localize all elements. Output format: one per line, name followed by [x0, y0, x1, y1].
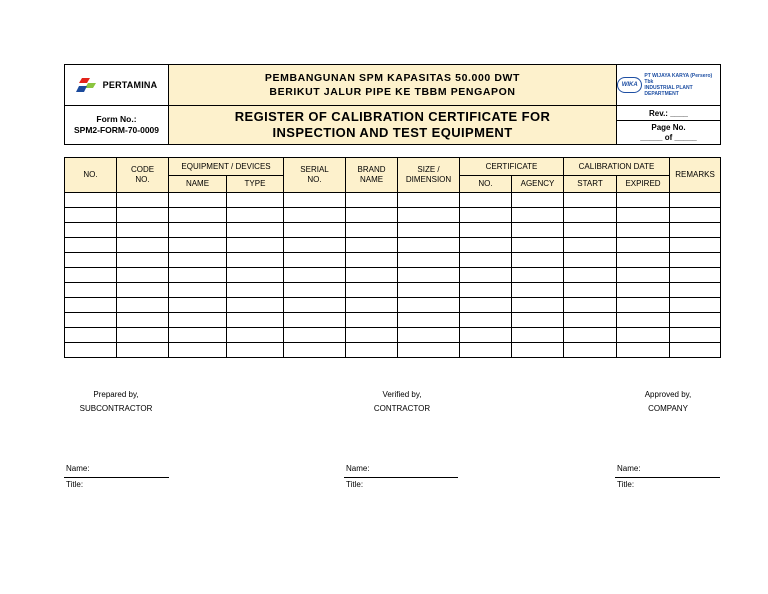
col-header-certificate: CERTIFICATE — [460, 158, 564, 176]
table-cell[interactable] — [117, 253, 169, 268]
project-title-line1: PEMBANGUNAN SPM KAPASITAS 50.000 DWT — [264, 72, 521, 84]
table-cell[interactable] — [564, 223, 617, 238]
table-cell[interactable] — [617, 298, 670, 313]
table-cell[interactable] — [284, 193, 346, 208]
table-cell[interactable] — [65, 223, 117, 238]
table-cell[interactable] — [117, 283, 169, 298]
table-cell[interactable] — [512, 193, 564, 208]
table-cell[interactable] — [169, 313, 227, 328]
table-row — [65, 253, 721, 268]
pertamina-emblem-icon — [76, 77, 98, 93]
table-row — [65, 238, 721, 253]
col-header-code-no: CODE NO. — [117, 158, 169, 193]
table-cell[interactable] — [117, 313, 169, 328]
table-cell[interactable] — [512, 268, 564, 283]
table-cell[interactable] — [227, 298, 284, 313]
document-title-line2: INSPECTION AND TEST EQUIPMENT — [272, 125, 513, 140]
table-cell[interactable] — [460, 208, 512, 223]
table-cell[interactable] — [227, 283, 284, 298]
table-cell[interactable] — [398, 328, 460, 343]
table-cell[interactable] — [398, 223, 460, 238]
form-number: SPM2-FORM-70-0009 — [73, 125, 160, 135]
prepared-title-label: Title: — [66, 480, 84, 489]
table-cell[interactable] — [284, 268, 346, 283]
table-cell[interactable] — [65, 328, 117, 343]
table-cell[interactable] — [346, 283, 398, 298]
table-cell[interactable] — [117, 208, 169, 223]
table-cell[interactable] — [117, 193, 169, 208]
table-cell[interactable] — [460, 283, 512, 298]
prepared-name-line[interactable] — [64, 477, 169, 478]
table-cell[interactable] — [617, 238, 670, 253]
table-cell[interactable] — [564, 298, 617, 313]
table-cell[interactable] — [169, 253, 227, 268]
table-cell[interactable] — [65, 283, 117, 298]
revision-field: Rev.: ____ — [617, 108, 720, 121]
col-header-agency: AGENCY — [512, 176, 564, 193]
verified-title-label: Title: — [346, 480, 364, 489]
approved-by-label: Approved by, — [644, 390, 692, 399]
table-cell[interactable] — [460, 253, 512, 268]
col-header-size: SIZE / DIMENSION — [398, 158, 460, 193]
table-cell[interactable] — [670, 283, 721, 298]
table-cell[interactable] — [169, 268, 227, 283]
table-cell[interactable] — [617, 193, 670, 208]
page-number-field: _____ of _____ — [640, 132, 697, 142]
pertamina-logo — [65, 77, 168, 93]
table-cell[interactable] — [398, 313, 460, 328]
table-cell[interactable] — [284, 208, 346, 223]
wika-department: INDUSTRIAL PLANT DEPARTMENT — [644, 85, 693, 97]
table-cell[interactable] — [65, 193, 117, 208]
table-cell[interactable] — [460, 298, 512, 313]
col-header-start: START — [564, 176, 617, 193]
table-cell[interactable] — [460, 313, 512, 328]
table-cell[interactable] — [460, 268, 512, 283]
table-cell[interactable] — [284, 298, 346, 313]
table-cell[interactable] — [512, 343, 564, 358]
table-cell[interactable] — [169, 328, 227, 343]
table-cell[interactable] — [346, 328, 398, 343]
table-cell[interactable] — [169, 298, 227, 313]
col-header-calibration-date: CALIBRATION DATE — [564, 158, 670, 176]
wika-company-name: PT WIJAYA KARYA (Persero) Tbk — [644, 73, 713, 85]
table-cell[interactable] — [117, 223, 169, 238]
table-cell[interactable] — [346, 208, 398, 223]
table-cell[interactable] — [227, 223, 284, 238]
table-cell[interactable] — [512, 238, 564, 253]
table-cell[interactable] — [398, 283, 460, 298]
table-cell[interactable] — [564, 238, 617, 253]
table-cell[interactable] — [670, 298, 721, 313]
table-cell[interactable] — [227, 253, 284, 268]
table-row — [65, 328, 721, 343]
table-cell[interactable] — [670, 208, 721, 223]
col-header-serial-no: SERIAL NO. — [284, 158, 346, 193]
table-cell[interactable] — [169, 208, 227, 223]
table-cell[interactable] — [65, 268, 117, 283]
table-row — [65, 313, 721, 328]
approved-by-party: COMPANY — [648, 404, 688, 413]
table-cell[interactable] — [65, 208, 117, 223]
table-cell[interactable] — [617, 223, 670, 238]
table-cell[interactable] — [398, 253, 460, 268]
col-header-name: NAME — [169, 176, 227, 193]
table-cell[interactable] — [617, 343, 670, 358]
document-title-line1: REGISTER OF CALIBRATION CERTIFICATE FOR — [234, 109, 551, 124]
table-cell[interactable] — [564, 343, 617, 358]
table-cell[interactable] — [117, 268, 169, 283]
table-cell[interactable] — [284, 283, 346, 298]
table-cell[interactable] — [512, 328, 564, 343]
company-name: PERTAMINA — [102, 80, 158, 90]
table-cell[interactable] — [617, 253, 670, 268]
prepared-by-party: SUBCONTRACTOR — [79, 404, 153, 413]
table-cell[interactable] — [227, 208, 284, 223]
table-cell[interactable] — [617, 208, 670, 223]
table-cell[interactable] — [65, 298, 117, 313]
table-cell[interactable] — [617, 328, 670, 343]
form-header — [64, 64, 721, 145]
col-header-equipment: EQUIPMENT / DEVICES — [169, 158, 284, 176]
table-cell[interactable] — [564, 283, 617, 298]
table-cell[interactable] — [460, 193, 512, 208]
prepared-by-label: Prepared by, — [93, 390, 139, 399]
table-cell[interactable] — [670, 253, 721, 268]
table-cell[interactable] — [564, 208, 617, 223]
table-cell[interactable] — [227, 343, 284, 358]
table-cell[interactable] — [398, 343, 460, 358]
table-body — [65, 193, 721, 358]
document-title-cell — [169, 106, 617, 145]
table-cell[interactable] — [670, 223, 721, 238]
wika-logo — [617, 73, 720, 97]
revision-cell — [617, 106, 721, 145]
table-cell[interactable] — [117, 238, 169, 253]
table-cell[interactable] — [117, 343, 169, 358]
project-title-cell — [169, 65, 617, 106]
table-cell[interactable] — [617, 283, 670, 298]
table-row — [65, 223, 721, 238]
form-number-label: Form No.: — [96, 114, 137, 124]
table-cell[interactable] — [169, 223, 227, 238]
table-cell[interactable] — [227, 313, 284, 328]
table-cell[interactable] — [117, 298, 169, 313]
table-cell[interactable] — [460, 328, 512, 343]
table-cell[interactable] — [65, 313, 117, 328]
wika-logo-cell — [617, 65, 721, 106]
table-cell[interactable] — [346, 298, 398, 313]
table-cell[interactable] — [512, 253, 564, 268]
table-cell[interactable] — [564, 313, 617, 328]
table-cell[interactable] — [284, 328, 346, 343]
verified-name-line[interactable] — [344, 477, 458, 478]
table-cell[interactable] — [346, 193, 398, 208]
table-cell[interactable] — [169, 343, 227, 358]
approved-name-line[interactable] — [615, 477, 720, 478]
table-cell[interactable] — [284, 313, 346, 328]
calibration-register-table — [64, 157, 721, 358]
table-cell[interactable] — [284, 253, 346, 268]
col-header-brand-name: BRAND NAME — [346, 158, 398, 193]
table-cell[interactable] — [398, 268, 460, 283]
table-cell[interactable] — [564, 253, 617, 268]
table-cell[interactable] — [398, 193, 460, 208]
table-cell[interactable] — [670, 268, 721, 283]
prepared-name-label: Name: — [66, 464, 90, 473]
table-cell[interactable] — [460, 238, 512, 253]
table-cell[interactable] — [617, 313, 670, 328]
table-cell[interactable] — [227, 193, 284, 208]
table-cell[interactable] — [460, 223, 512, 238]
table-row — [65, 268, 721, 283]
table-cell[interactable] — [65, 253, 117, 268]
wika-emblem-icon: WIKA — [617, 77, 642, 93]
table-cell[interactable] — [346, 343, 398, 358]
table-cell[interactable] — [512, 283, 564, 298]
table-cell[interactable] — [398, 238, 460, 253]
table-cell[interactable] — [117, 328, 169, 343]
table-cell[interactable] — [398, 208, 460, 223]
col-header-cert-no: NO. — [460, 176, 512, 193]
table-cell[interactable] — [284, 223, 346, 238]
table-cell[interactable] — [670, 313, 721, 328]
approved-name-label: Name: — [617, 464, 641, 473]
table-cell[interactable] — [346, 253, 398, 268]
verified-by-label: Verified by, — [382, 390, 422, 399]
table-row — [65, 298, 721, 313]
table-cell[interactable] — [346, 268, 398, 283]
table-cell[interactable] — [346, 238, 398, 253]
form-number-cell — [65, 106, 169, 145]
table-cell[interactable] — [512, 298, 564, 313]
table-cell[interactable] — [65, 343, 117, 358]
page-number-label: Page No. — [651, 122, 686, 132]
table-cell[interactable] — [227, 328, 284, 343]
table-cell[interactable] — [169, 193, 227, 208]
table-cell[interactable] — [284, 343, 346, 358]
table-cell[interactable] — [169, 238, 227, 253]
table-cell[interactable] — [670, 238, 721, 253]
table-cell[interactable] — [65, 238, 117, 253]
table-cell[interactable] — [346, 223, 398, 238]
table-row — [65, 283, 721, 298]
col-header-no: NO. — [65, 158, 117, 193]
col-header-expired: EXPIRED — [617, 176, 670, 193]
table-cell[interactable] — [512, 208, 564, 223]
pertamina-logo-cell — [65, 65, 169, 106]
table-cell[interactable] — [512, 223, 564, 238]
table-row — [65, 208, 721, 223]
table-cell[interactable] — [564, 268, 617, 283]
verified-name-label: Name: — [346, 464, 370, 473]
verified-by-party: CONTRACTOR — [373, 404, 431, 413]
col-header-remarks: REMARKS — [670, 158, 721, 193]
table-cell[interactable] — [670, 343, 721, 358]
table-cell[interactable] — [398, 298, 460, 313]
table-cell[interactable] — [227, 238, 284, 253]
table-cell[interactable] — [564, 193, 617, 208]
table-cell[interactable] — [670, 193, 721, 208]
table-row — [65, 343, 721, 358]
table-cell[interactable] — [512, 313, 564, 328]
table-cell[interactable] — [564, 328, 617, 343]
table-cell[interactable] — [670, 328, 721, 343]
table-cell[interactable] — [346, 313, 398, 328]
table-cell[interactable] — [460, 343, 512, 358]
table-cell[interactable] — [284, 238, 346, 253]
table-cell[interactable] — [169, 283, 227, 298]
approved-title-label: Title: — [617, 480, 635, 489]
table-cell[interactable] — [617, 268, 670, 283]
project-title-line2: BERIKUT JALUR PIPE KE TBBM PENGAPON — [269, 86, 516, 98]
col-header-type: TYPE — [227, 176, 284, 193]
table-row — [65, 193, 721, 208]
table-cell[interactable] — [227, 268, 284, 283]
